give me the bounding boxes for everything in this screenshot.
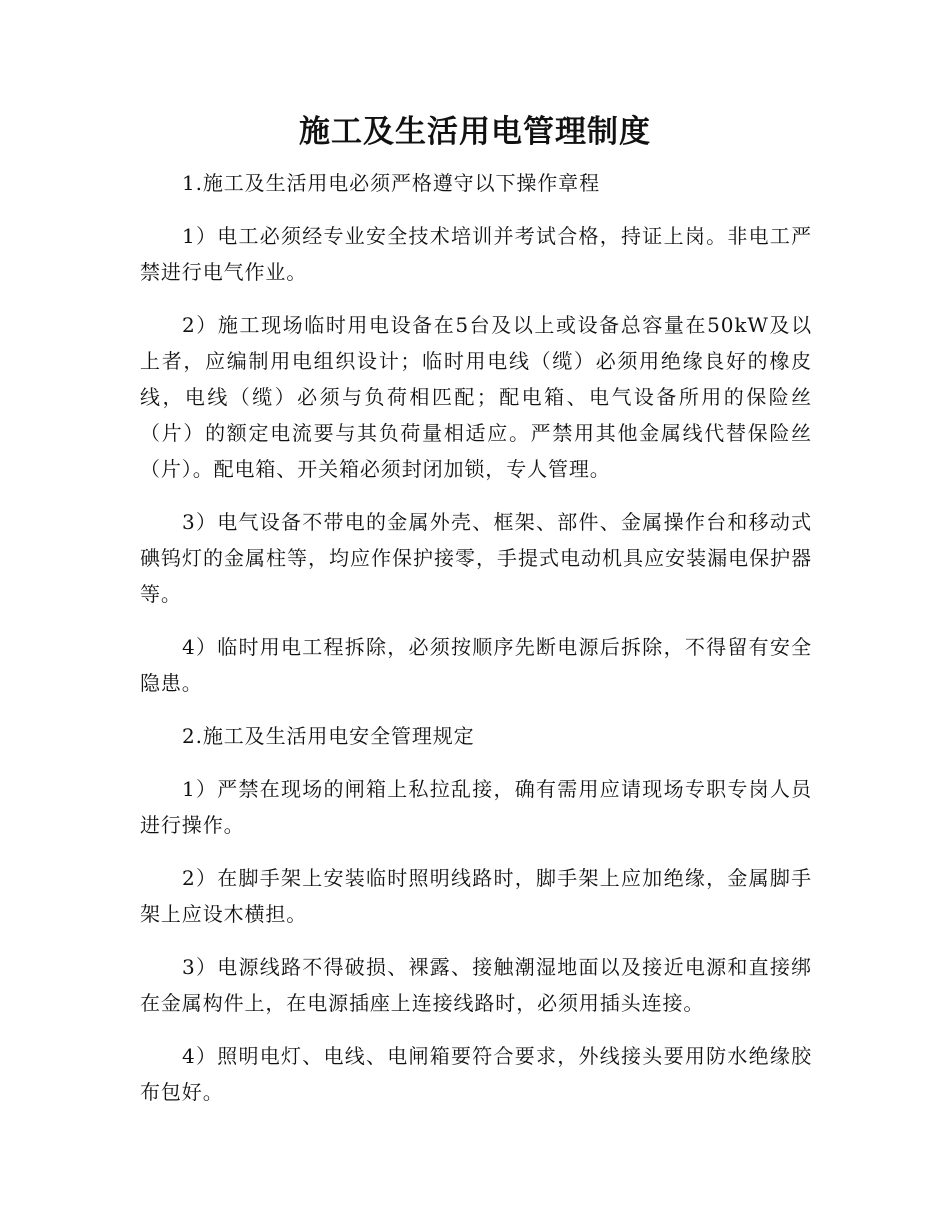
paragraph-1-3: 3）电气设备不带电的金属外壳、框架、部件、金属操作台和移动式碘钨灯的金属柱等，均应作保护接零，手提式电动机具应安装漏电保护器等。 (140, 510, 812, 606)
paragraph-2-1: 1）严禁在现场的闸箱上私拉乱接，确有需用应请现场专职专岗人员进行操作。 (140, 777, 812, 837)
section-heading-1: 1.施工及生活用电必须严格遵守以下操作章程 (182, 171, 600, 195)
document-body (140, 165, 812, 1127)
paragraph-2-3: 3）电源线路不得破损、裸露、接触潮湿地面以及接近电源和直接绑在金属构件上，在电源插座上连接线路时，必须用插头连接。 (140, 955, 812, 1015)
paragraph-1-2: 2）施工现场临时用电设备在5台及以上或设备总容量在50kW及以上者，应编制用电组织设计；临时用电线（缆）必须用绝缘良好的橡皮线，电线（缆）必须与负荷相匹配；配电箱、电气设备所用的保险丝（片）的额定电流要与其负荷量相适应。严禁用其他金属线代替保险丝（片）。配电箱、开关箱必须封闭加锁，专人管理。 (140, 313, 812, 481)
document-title: 施工及生活用电管理制度 (299, 114, 651, 150)
section-heading-2: 2.施工及生活用电安全管理规定 (182, 724, 475, 748)
paragraph-1-1: 1）电工必须经专业安全技术培训并考试合格，持证上岗。非电工严禁进行电气作业。 (140, 224, 812, 284)
paragraph-2-2: 2）在脚手架上安装临时照明线路时，脚手架上应加绝缘，金属脚手架上应设木横担。 (140, 866, 812, 926)
paragraph-1-4: 4）临时用电工程拆除，必须按顺序先断电源后拆除，不得留有安全隐患。 (140, 635, 812, 695)
paragraph-2-4: 4）照明电灯、电线、电闸箱要符合要求，外线接头要用防水绝缘胶布包好。 (140, 1044, 812, 1104)
